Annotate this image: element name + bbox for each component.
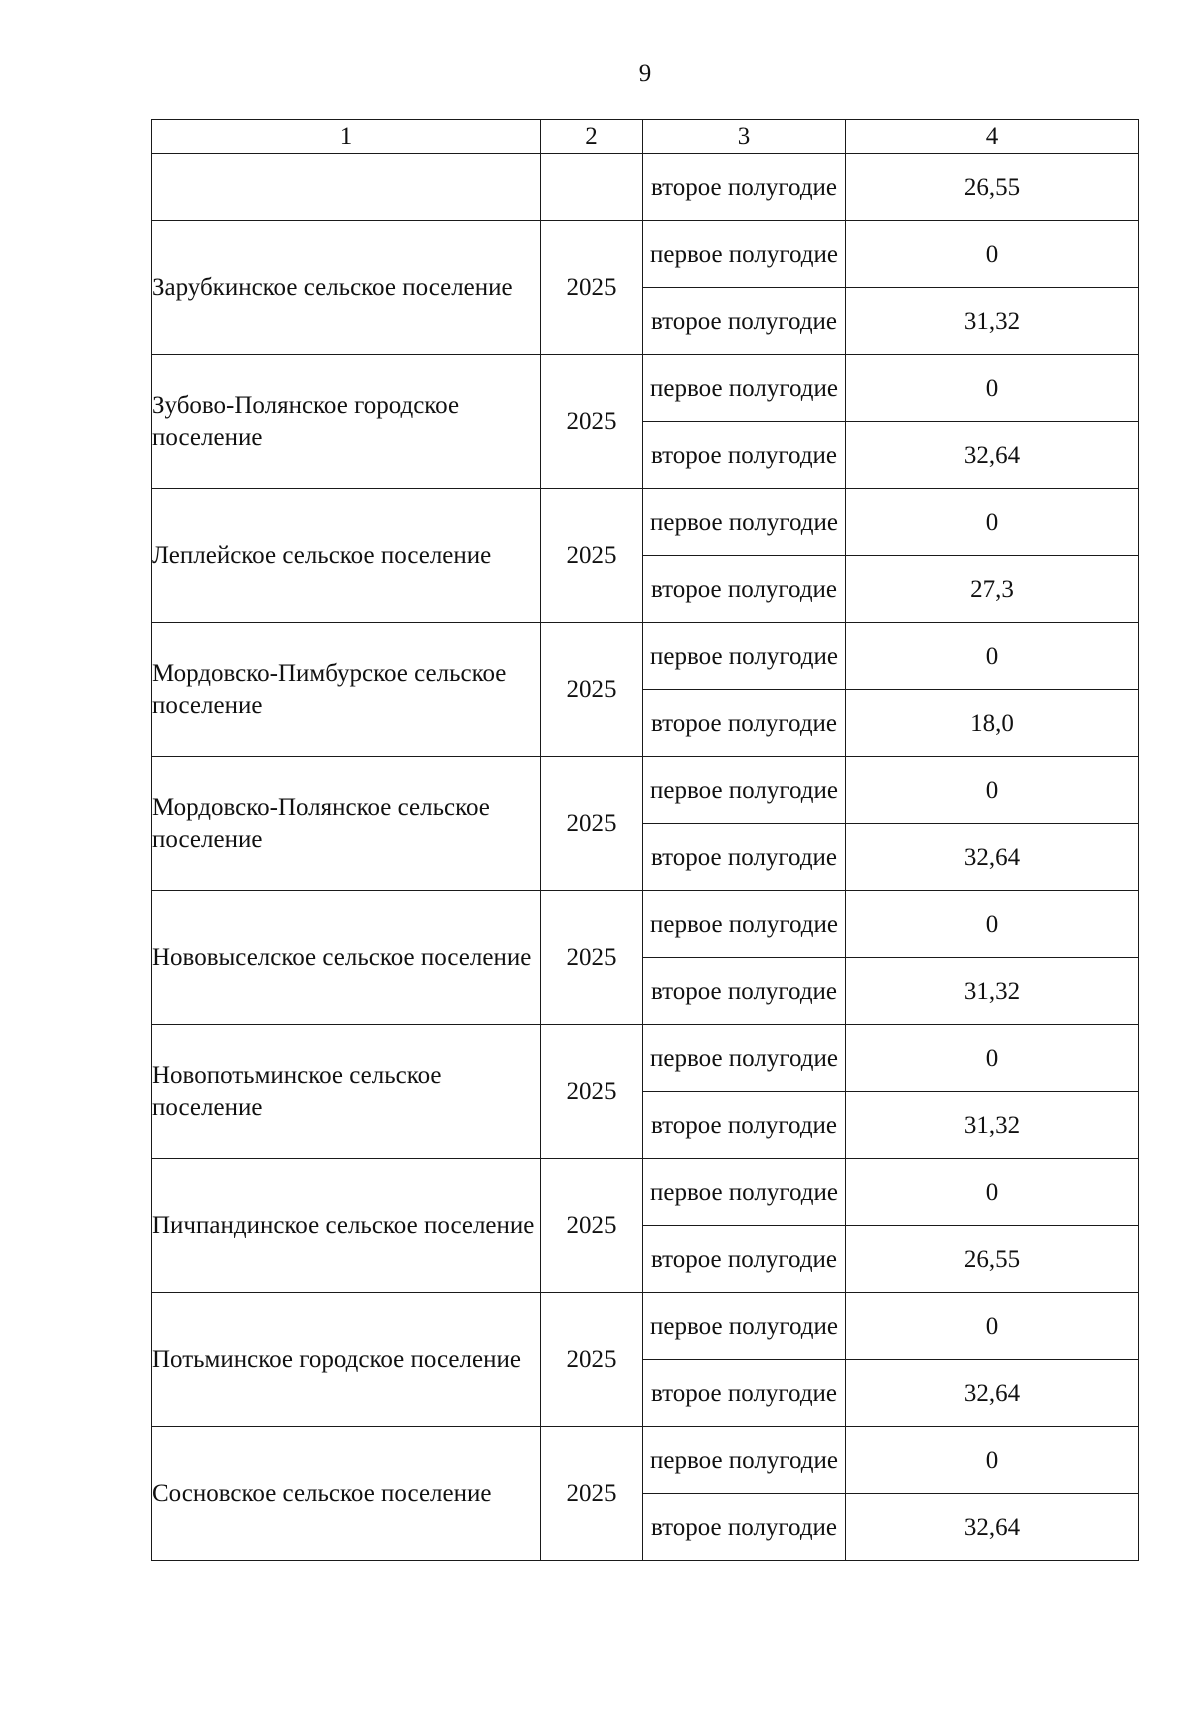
settlement-name-cell: Нововыселское сельское поселение [152, 891, 541, 1025]
year-cell: 2025 [541, 489, 643, 623]
period-cell [643, 221, 846, 288]
settlement-name-cell: Новопотьминское сельское поселение [152, 1025, 541, 1159]
column-header-4: 4 [846, 120, 1139, 154]
column-header-2: 2 [541, 120, 643, 154]
value-label: 26,55 [963, 1246, 1021, 1273]
year-cell: 2025 [541, 1293, 643, 1427]
period-cell [643, 1159, 846, 1226]
value-cell [846, 1159, 1139, 1226]
settlement-name-cell: Потьминское городское поселение [152, 1293, 541, 1427]
period-label: первое полугодие [650, 910, 838, 938]
period-label: первое полугодие [650, 1446, 838, 1474]
period-label: второе полугодие [650, 575, 838, 603]
period-cell [643, 1025, 846, 1092]
period-cell [643, 1092, 846, 1159]
value-label: 26,55 [963, 174, 1021, 201]
period-cell [643, 1427, 846, 1494]
value-label: 0 [985, 1313, 999, 1340]
value-cell [846, 1025, 1139, 1092]
value-label: 0 [985, 777, 999, 804]
period-cell [643, 355, 846, 422]
period-label: второе полугодие [650, 709, 838, 737]
period-cell [643, 891, 846, 958]
period-label: второе полугодие [650, 1513, 838, 1541]
value-cell [846, 958, 1139, 1025]
value-label: 0 [985, 911, 999, 938]
year-cell: 2025 [541, 757, 643, 891]
settlement-name-cell: Сосновское сельское поселение [152, 1427, 541, 1561]
continuation-value-cell [846, 154, 1139, 221]
period-cell [643, 422, 846, 489]
value-label: 0 [985, 1045, 999, 1072]
year-cell: 2025 [541, 1025, 643, 1159]
year-cell: 2025 [541, 1159, 643, 1293]
value-cell [846, 1494, 1139, 1561]
period-cell [643, 757, 846, 824]
period-label: первое полугодие [650, 508, 838, 536]
period-label: второе полугодие [650, 441, 838, 469]
period-label: первое полугодие [650, 240, 838, 268]
period-label: второе полугодие [650, 307, 838, 335]
period-cell [643, 1293, 846, 1360]
continuation-period-cell [643, 154, 846, 221]
year-cell: 2025 [541, 1427, 643, 1561]
table-row [152, 355, 1139, 422]
value-label: 27,3 [970, 576, 1014, 603]
period-label: первое полугодие [650, 1312, 838, 1340]
table-row [152, 623, 1139, 690]
period-label: второе полугодие [650, 977, 838, 1005]
value-cell [846, 221, 1139, 288]
value-label: 0 [985, 1179, 999, 1206]
column-header-3: 3 [643, 120, 846, 154]
table-row [152, 891, 1139, 958]
value-cell [846, 1427, 1139, 1494]
value-label: 31,32 [963, 978, 1021, 1005]
value-label: 0 [985, 509, 999, 536]
settlement-name-cell: Зубово-Полянское городское поселение [152, 355, 541, 489]
page-number: 9 [638, 60, 652, 87]
period-cell [643, 288, 846, 355]
value-label: 18,0 [970, 710, 1014, 737]
table-row [152, 1025, 1139, 1092]
year-cell: 2025 [541, 891, 643, 1025]
period-label: второе полугодие [650, 1245, 838, 1273]
value-cell [846, 1293, 1139, 1360]
value-cell [846, 824, 1139, 891]
settlement-name-cell: Мордовско-Пимбурское сельское поселение [152, 623, 541, 757]
period-cell [643, 690, 846, 757]
period-cell [643, 1360, 846, 1427]
table-row [152, 489, 1139, 556]
table-row [152, 1159, 1139, 1226]
value-cell [846, 288, 1139, 355]
data-table [151, 119, 1139, 1561]
column-header-1: 1 [152, 120, 541, 154]
value-label: 0 [985, 375, 999, 402]
period-label: второе полугодие [650, 843, 838, 871]
value-cell [846, 891, 1139, 958]
value-cell [846, 1226, 1139, 1293]
table-header-row [152, 120, 1139, 154]
year-cell: 2025 [541, 623, 643, 757]
value-label: 32,64 [963, 1380, 1021, 1407]
settlement-name-cell: Зарубкинское сельское поселение [152, 221, 541, 355]
period-cell [643, 1494, 846, 1561]
value-cell [846, 422, 1139, 489]
period-cell [643, 1226, 846, 1293]
continuation-name-cell [152, 154, 541, 221]
value-cell [846, 1092, 1139, 1159]
period-cell [643, 489, 846, 556]
value-label: 0 [985, 643, 999, 670]
value-cell [846, 690, 1139, 757]
period-label: первое полугодие [650, 1178, 838, 1206]
period-cell [643, 623, 846, 690]
value-cell [846, 1360, 1139, 1427]
year-cell: 2025 [541, 221, 643, 355]
period-cell [643, 824, 846, 891]
period-label: первое полугодие [650, 776, 838, 804]
period-label: второе полугодие [650, 173, 838, 201]
period-cell [643, 958, 846, 1025]
value-label: 31,32 [963, 308, 1021, 335]
table-row [152, 757, 1139, 824]
table-row [152, 1427, 1139, 1494]
settlement-name-cell: Мордовско-Полянское сельское поселение [152, 757, 541, 891]
period-label: первое полугодие [650, 642, 838, 670]
value-label: 31,32 [963, 1112, 1021, 1139]
value-cell [846, 556, 1139, 623]
period-label: первое полугодие [650, 1044, 838, 1072]
period-cell [643, 556, 846, 623]
value-label: 0 [985, 1447, 999, 1474]
value-label: 0 [985, 241, 999, 268]
value-cell [846, 623, 1139, 690]
period-label: второе полугодие [650, 1379, 838, 1407]
settlement-name-cell: Пичпандинское сельское поселение [152, 1159, 541, 1293]
table-row [152, 1293, 1139, 1360]
period-label: первое полугодие [650, 374, 838, 402]
value-cell [846, 757, 1139, 824]
value-label: 32,64 [963, 844, 1021, 871]
continuation-year-cell [541, 154, 643, 221]
continuation-row [152, 154, 1139, 221]
value-cell [846, 489, 1139, 556]
settlement-name-cell: Леплейское сельское поселение [152, 489, 541, 623]
value-cell [846, 355, 1139, 422]
table-row [152, 221, 1139, 288]
period-label: второе полугодие [650, 1111, 838, 1139]
year-cell: 2025 [541, 355, 643, 489]
value-label: 32,64 [963, 442, 1021, 469]
value-label: 32,64 [963, 1514, 1021, 1541]
